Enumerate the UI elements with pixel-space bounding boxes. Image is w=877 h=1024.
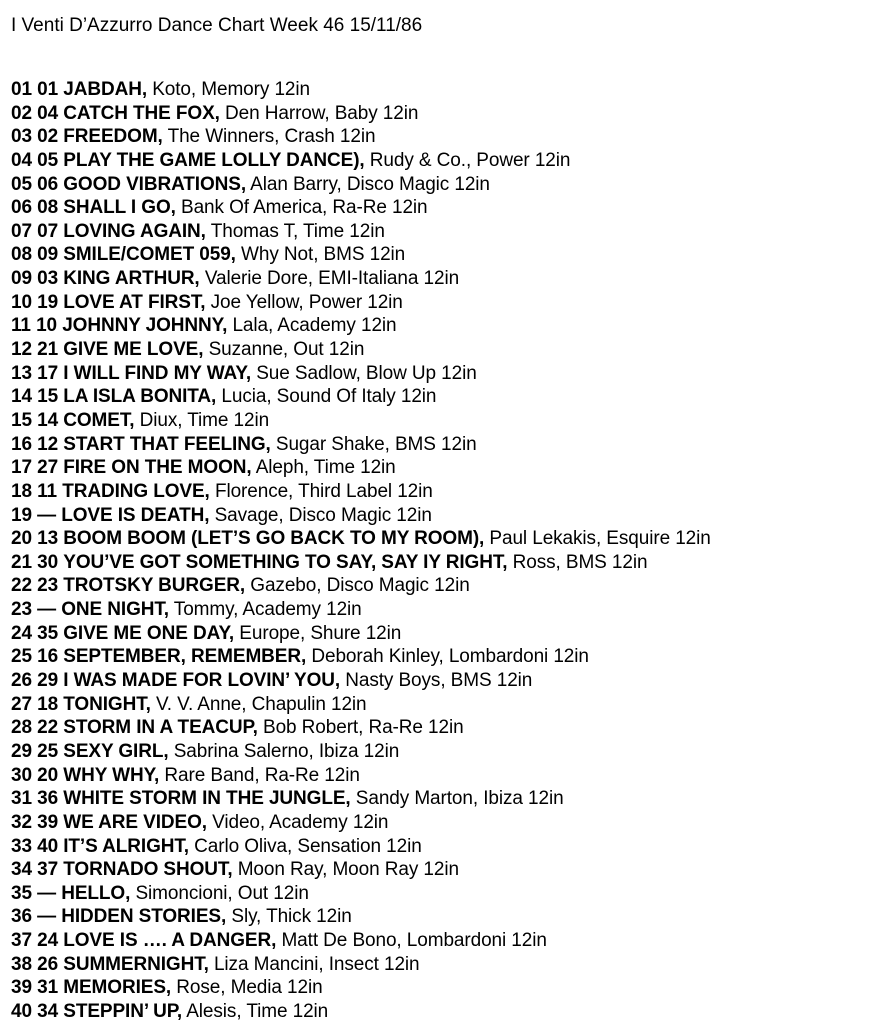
artist-label-format: Lala, Academy 12in bbox=[232, 315, 397, 337]
chart-entry bbox=[11, 267, 871, 291]
last-week-position: 30 bbox=[37, 551, 59, 573]
chart-position: 17 bbox=[11, 457, 32, 479]
chart-entry bbox=[11, 1000, 871, 1024]
chart-position: 19 bbox=[11, 504, 32, 526]
artist-label-format: Simoncioni, Out 12in bbox=[135, 882, 309, 904]
chart-position: 37 bbox=[11, 930, 32, 952]
last-week-position: 26 bbox=[37, 953, 59, 975]
chart-entry bbox=[11, 433, 871, 457]
song-title: WHITE STORM IN THE JUNGLE, bbox=[63, 788, 351, 810]
last-week-position: 01 bbox=[37, 79, 59, 100]
song-title: SEXY GIRL, bbox=[63, 740, 169, 762]
song-title: SUMMERNIGHT, bbox=[63, 953, 209, 975]
last-week-position: — bbox=[37, 599, 57, 621]
artist-label-format: V. V. Anne, Chapulin 12in bbox=[155, 693, 367, 715]
chart-entry bbox=[11, 291, 871, 315]
artist-label-format: Valerie Dore, EMI-Italiana 12in bbox=[204, 268, 460, 290]
artist-label-format: Matt De Bono, Lombardoni 12in bbox=[281, 930, 547, 952]
song-title: SMILE/COMET 059, bbox=[63, 244, 236, 266]
last-week-position: 06 bbox=[37, 173, 59, 195]
last-week-position: 35 bbox=[37, 622, 59, 644]
chart-entry bbox=[11, 669, 871, 693]
song-title: STORM IN A TEACUP, bbox=[63, 717, 258, 739]
last-week-position: 24 bbox=[37, 930, 59, 952]
artist-label-format: Nasty Boys, BMS 12in bbox=[345, 670, 533, 692]
song-title: SEPTEMBER, REMEMBER, bbox=[63, 646, 307, 668]
chart-position: 35 bbox=[11, 882, 32, 904]
chart-entry bbox=[11, 835, 871, 859]
song-title: TONIGHT, bbox=[63, 693, 151, 715]
chart-position: 03 bbox=[11, 126, 32, 148]
last-week-position: — bbox=[37, 882, 57, 904]
artist-label-format: Rudy & Co., Power 12in bbox=[369, 149, 571, 171]
chart-entry bbox=[11, 125, 871, 149]
chart-entry bbox=[11, 693, 871, 717]
chart-entry bbox=[11, 220, 871, 244]
chart-entry bbox=[11, 740, 871, 764]
artist-label-format: Sly, Thick 12in bbox=[231, 906, 352, 928]
artist-label-format: Alesis, Time 12in bbox=[186, 1000, 329, 1022]
artist-label-format: Alan Barry, Disco Magic 12in bbox=[250, 173, 490, 195]
chart-entry bbox=[11, 598, 871, 622]
chart-position: 18 bbox=[11, 480, 32, 502]
last-week-position: 16 bbox=[37, 646, 59, 668]
song-title: FREEDOM, bbox=[63, 126, 163, 148]
song-title: BOOM BOOM (LET’S GO BACK TO MY ROOM), bbox=[63, 528, 485, 550]
song-title: WHY WHY, bbox=[63, 764, 160, 786]
song-title: KING ARTHUR, bbox=[63, 268, 200, 290]
chart-position: 04 bbox=[11, 149, 32, 171]
last-week-position: 14 bbox=[37, 409, 59, 431]
last-week-position: 39 bbox=[37, 811, 59, 833]
artist-label-format: Florence, Third Label 12in bbox=[214, 480, 433, 502]
song-title: LOVE IS …. A DANGER, bbox=[63, 930, 277, 952]
last-week-position: 05 bbox=[37, 149, 59, 171]
artist-label-format: Den Harrow, Baby 12in bbox=[225, 102, 419, 124]
chart-position: 24 bbox=[11, 622, 32, 644]
last-week-position: 20 bbox=[37, 764, 59, 786]
chart-position: 10 bbox=[11, 291, 32, 313]
last-week-position: 34 bbox=[37, 1000, 59, 1022]
song-title: JABDAH, bbox=[63, 79, 148, 100]
chart-entry bbox=[11, 362, 871, 386]
artist-label-format: Paul Lekakis, Esquire 12in bbox=[489, 528, 711, 550]
chart-position: 01 bbox=[11, 79, 32, 100]
artist-label-format: Diux, Time 12in bbox=[139, 409, 270, 431]
artist-label-format: Bob Robert, Ra-Re 12in bbox=[263, 717, 464, 739]
chart-entry bbox=[11, 456, 871, 480]
last-week-position: 25 bbox=[37, 740, 59, 762]
artist-label-format: Rose, Media 12in bbox=[176, 977, 323, 999]
song-title: TROTSKY BURGER, bbox=[63, 575, 246, 597]
chart-position: 31 bbox=[11, 788, 32, 810]
song-title: GOOD VIBRATIONS, bbox=[63, 173, 247, 195]
song-title: PLAY THE GAME LOLLY DANCE), bbox=[63, 149, 365, 171]
song-title: GIVE ME LOVE, bbox=[63, 339, 204, 361]
chart-entry bbox=[11, 409, 871, 433]
artist-label-format: Suzanne, Out 12in bbox=[208, 339, 365, 361]
chart-position: 12 bbox=[11, 339, 32, 361]
last-week-position: 31 bbox=[37, 977, 59, 999]
chart-position: 05 bbox=[11, 173, 32, 195]
last-week-position: — bbox=[37, 504, 57, 526]
chart-entry bbox=[11, 858, 871, 882]
song-title: HELLO, bbox=[61, 882, 131, 904]
song-title: JOHNNY JOHNNY, bbox=[62, 315, 228, 337]
artist-label-format: Aleph, Time 12in bbox=[255, 457, 396, 479]
artist-label-format: Rare Band, Ra-Re 12in bbox=[164, 764, 360, 786]
artist-label-format: Joe Yellow, Power 12in bbox=[210, 291, 403, 313]
chart-entry bbox=[11, 527, 871, 551]
last-week-position: 10 bbox=[36, 315, 58, 337]
song-title: LA ISLA BONITA, bbox=[63, 386, 217, 408]
chart-position: 23 bbox=[11, 599, 32, 621]
chart-entry bbox=[11, 929, 871, 953]
chart-entry bbox=[11, 243, 871, 267]
last-week-position: 03 bbox=[37, 268, 59, 290]
last-week-position: 29 bbox=[37, 670, 59, 692]
song-title: MEMORIES, bbox=[63, 977, 172, 999]
artist-label-format: Video, Academy 12in bbox=[212, 811, 389, 833]
song-title: IT’S ALRIGHT, bbox=[63, 835, 189, 857]
song-title: FIRE ON THE MOON, bbox=[63, 457, 252, 479]
last-week-position: 27 bbox=[37, 457, 59, 479]
chart-position: 06 bbox=[11, 197, 32, 219]
chart-entry bbox=[11, 173, 871, 197]
chart-position: 07 bbox=[11, 220, 32, 242]
chart-entry bbox=[11, 764, 871, 788]
song-title: LOVING AGAIN, bbox=[63, 220, 206, 242]
song-title: ONE NIGHT, bbox=[61, 599, 169, 621]
chart-entry bbox=[11, 976, 871, 1000]
artist-label-format: Lucia, Sound Of Italy 12in bbox=[221, 386, 437, 408]
chart-position: 29 bbox=[11, 740, 32, 762]
chart-position: 08 bbox=[11, 244, 32, 266]
chart-entry bbox=[11, 480, 871, 504]
chart-position: 32 bbox=[11, 811, 32, 833]
chart-entry bbox=[11, 811, 871, 835]
chart-position: 15 bbox=[11, 409, 32, 431]
artist-label-format: Carlo Oliva, Sensation 12in bbox=[194, 835, 422, 857]
chart-position: 38 bbox=[11, 953, 32, 975]
song-title: CATCH THE FOX, bbox=[63, 102, 220, 124]
last-week-position: 15 bbox=[37, 386, 59, 408]
song-title: COMET, bbox=[63, 409, 135, 431]
chart-position: 02 bbox=[11, 102, 32, 124]
song-title: I WILL FIND MY WAY, bbox=[63, 362, 252, 384]
artist-label-format: Why Not, BMS 12in bbox=[241, 244, 406, 266]
song-title: LOVE AT FIRST, bbox=[63, 291, 206, 313]
chart-entry bbox=[11, 905, 871, 929]
chart-position: 36 bbox=[11, 906, 32, 928]
chart-position: 21 bbox=[11, 551, 32, 573]
chart-position: 25 bbox=[11, 646, 32, 668]
chart-position: 39 bbox=[11, 977, 32, 999]
chart-position: 22 bbox=[11, 575, 32, 597]
page-title: I Venti D’Azzurro Dance Chart Week 46 15/11/86 bbox=[11, 15, 423, 36]
last-week-position: 23 bbox=[37, 575, 59, 597]
last-week-position: 07 bbox=[37, 220, 59, 242]
song-title: LOVE IS DEATH, bbox=[61, 504, 210, 526]
last-week-position: 08 bbox=[37, 197, 59, 219]
chart-entry bbox=[11, 314, 871, 338]
last-week-position: 22 bbox=[37, 717, 59, 739]
song-title: TORNADO SHOUT, bbox=[63, 859, 233, 881]
chart-entry bbox=[11, 78, 871, 102]
artist-label-format: The Winners, Crash 12in bbox=[167, 126, 376, 148]
last-week-position: 40 bbox=[37, 835, 59, 857]
chart-position: 11 bbox=[11, 315, 31, 337]
last-week-position: 17 bbox=[37, 362, 59, 384]
song-title: WE ARE VIDEO, bbox=[63, 811, 207, 833]
last-week-position: 04 bbox=[37, 102, 59, 124]
artist-label-format: Koto, Memory 12in bbox=[152, 79, 310, 100]
chart-position: 09 bbox=[11, 268, 32, 290]
artist-label-format: Bank Of America, Ra-Re 12in bbox=[181, 197, 428, 219]
chart-entry bbox=[11, 385, 871, 409]
song-title: SHALL I GO, bbox=[63, 197, 176, 219]
artist-label-format: Tommy, Academy 12in bbox=[173, 599, 362, 621]
chart-entry bbox=[11, 882, 871, 906]
song-title: YOU’VE GOT SOMETHING TO SAY, SAY IY RIGHT, bbox=[63, 551, 508, 573]
chart-position: 20 bbox=[11, 528, 32, 550]
chart-position: 16 bbox=[11, 433, 32, 455]
last-week-position: 12 bbox=[37, 433, 59, 455]
artist-label-format: Moon Ray, Moon Ray 12in bbox=[237, 859, 459, 881]
last-week-position: 18 bbox=[37, 693, 59, 715]
chart-entry bbox=[11, 102, 871, 126]
chart-entry bbox=[11, 716, 871, 740]
chart-position: 28 bbox=[11, 717, 32, 739]
chart-entry bbox=[11, 787, 871, 811]
artist-label-format: Sugar Shake, BMS 12in bbox=[275, 433, 477, 455]
chart-position: 33 bbox=[11, 835, 32, 857]
chart-entry bbox=[11, 504, 871, 528]
chart-position: 40 bbox=[11, 1000, 32, 1022]
chart-entry bbox=[11, 551, 871, 575]
song-title: START THAT FEELING, bbox=[63, 433, 271, 455]
chart-entry bbox=[11, 622, 871, 646]
artist-label-format: Thomas T, Time 12in bbox=[210, 220, 385, 242]
chart-position: 34 bbox=[11, 859, 32, 881]
document-page bbox=[11, 14, 871, 1024]
song-title: GIVE ME ONE DAY, bbox=[63, 622, 235, 644]
chart-position: 13 bbox=[11, 362, 32, 384]
artist-label-format: Deborah Kinley, Lombardoni 12in bbox=[311, 646, 589, 668]
last-week-position: 13 bbox=[37, 528, 59, 550]
last-week-position: — bbox=[37, 906, 57, 928]
artist-label-format: Gazebo, Disco Magic 12in bbox=[250, 575, 470, 597]
chart-entry bbox=[11, 196, 871, 220]
song-title: STEPPIN’ UP, bbox=[63, 1000, 183, 1022]
artist-label-format: Ross, BMS 12in bbox=[512, 551, 648, 573]
artist-label-format: Sandy Marton, Ibiza 12in bbox=[355, 788, 564, 810]
chart-position: 26 bbox=[11, 670, 32, 692]
chart-position: 14 bbox=[11, 386, 32, 408]
artist-label-format: Sabrina Salerno, Ibiza 12in bbox=[173, 740, 400, 762]
chart-entry bbox=[11, 338, 871, 362]
chart-position: 30 bbox=[11, 764, 32, 786]
last-week-position: 37 bbox=[37, 859, 59, 881]
chart-entry bbox=[11, 574, 871, 598]
last-week-position: 11 bbox=[37, 480, 58, 502]
chart-position: 27 bbox=[11, 693, 32, 715]
last-week-position: 09 bbox=[37, 244, 59, 266]
artist-label-format: Liza Mancini, Insect 12in bbox=[213, 953, 420, 975]
last-week-position: 21 bbox=[37, 339, 59, 361]
chart-entry bbox=[11, 953, 871, 977]
song-title: I WAS MADE FOR LOVIN’ YOU, bbox=[63, 670, 341, 692]
artist-label-format: Savage, Disco Magic 12in bbox=[214, 504, 432, 526]
chart-list bbox=[11, 78, 871, 1024]
artist-label-format: Sue Sadlow, Blow Up 12in bbox=[256, 362, 477, 384]
chart-entry bbox=[11, 645, 871, 669]
last-week-position: 19 bbox=[37, 291, 59, 313]
last-week-position: 02 bbox=[37, 126, 59, 148]
song-title: TRADING LOVE, bbox=[62, 480, 210, 502]
last-week-position: 36 bbox=[37, 788, 59, 810]
chart-entry bbox=[11, 149, 871, 173]
artist-label-format: Europe, Shure 12in bbox=[239, 622, 402, 644]
song-title: HIDDEN STORIES, bbox=[61, 906, 227, 928]
